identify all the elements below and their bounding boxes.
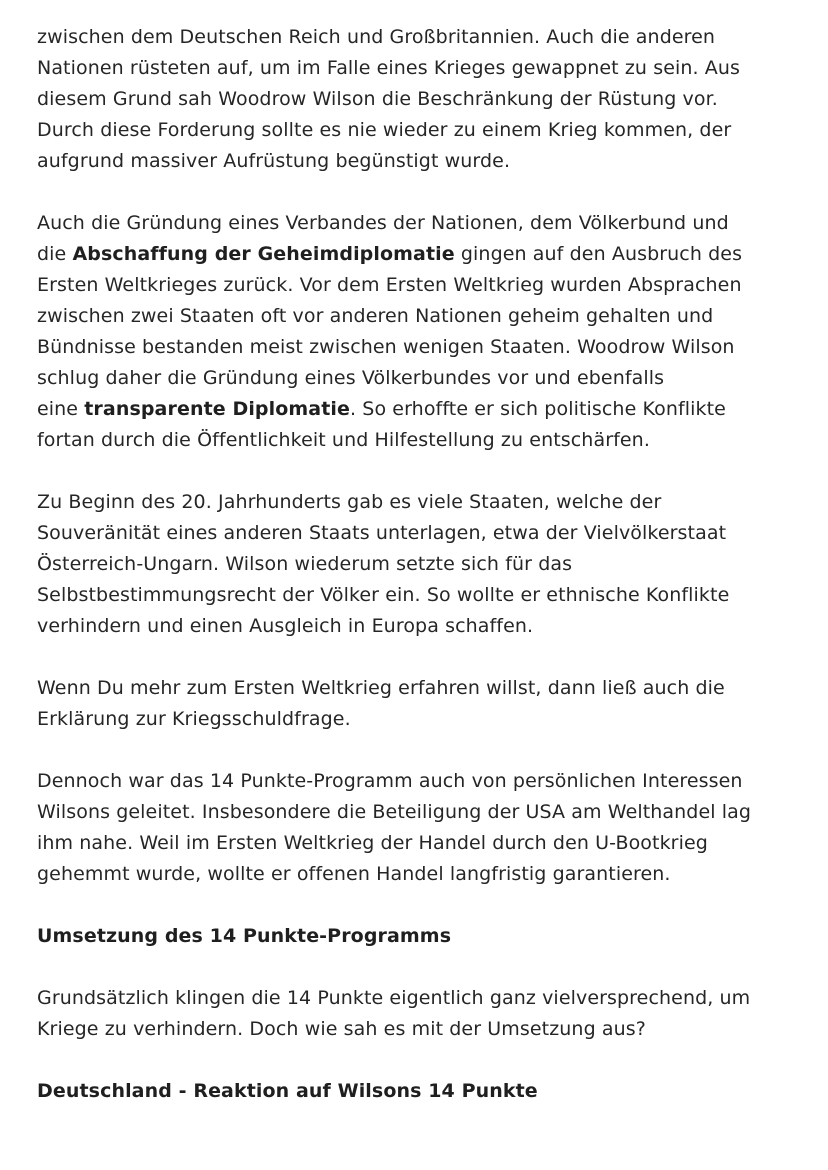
text-segment: eine	[37, 398, 85, 420]
text-line: Bündnisse bestanden meist zwischen wenigen Staaten. Woodrow Wilson	[37, 336, 735, 358]
text-line: Nationen rüsteten auf, um im Falle eines Krieges gewappnet zu sein. Aus	[37, 57, 741, 79]
paragraph-spacer	[37, 890, 798, 921]
text-line: Zu Beginn des 20. Jahrhunderts gab es viele Staaten, welche der	[37, 491, 662, 513]
text-line: zwischen zwei Staaten oft vor anderen Nationen geheim gehalten und	[37, 305, 714, 327]
bold-term-geheimdiplomatie: Abschaffung der Geheimdiplomatie	[72, 243, 455, 265]
text-line: Ersten Weltkrieges zurück. Vor dem Ersten Weltkrieg wurden Absprachen	[37, 274, 742, 296]
text-line: gehemmt wurde, wollte er offenen Handel langfristig garantieren.	[37, 863, 671, 885]
text-line	[37, 394, 798, 425]
paragraph-spacer	[37, 642, 798, 673]
text-line: Durch diese Forderung sollte es nie wieder zu einem Krieg kommen, der	[37, 119, 732, 141]
paragraph-kriegsschuldfrage-hint	[37, 673, 798, 735]
text-line: Selbstbestimmungsrecht der Völker ein. So wollte er ethnische Konflikte	[37, 584, 730, 606]
text-line	[37, 239, 798, 270]
text-line: verhindern und einen Ausgleich in Europa schaffen.	[37, 615, 534, 637]
text-segment: . So erhoffte er sich politische Konflikte	[350, 398, 726, 420]
text-line: aufgrund massiver Aufrüstung begünstigt wurde.	[37, 150, 511, 172]
bold-term-transparente-diplomatie: transparente Diplomatie	[84, 398, 350, 420]
paragraph-umsetzung-intro	[37, 983, 798, 1045]
text-line: Wilsons geleitet. Insbesondere die Beteiligung der USA am Welthandel lag	[37, 801, 752, 823]
paragraph-voelkerbund	[37, 208, 798, 456]
paragraph-spacer	[37, 1045, 798, 1076]
text-line: Wenn Du mehr zum Ersten Weltkrieg erfahren willst, dann ließ auch die	[37, 677, 725, 699]
text-line: Souveränität eines anderen Staats unterlagen, etwa der Vielvölkerstaat	[37, 522, 727, 544]
text-line: schlug daher die Gründung eines Völkerbundes vor und ebenfalls	[37, 367, 665, 389]
text-segment: die	[37, 243, 73, 265]
paragraph-spacer	[37, 177, 798, 208]
text-line: Kriege zu verhindern. Doch wie sah es mit der Umsetzung aus?	[37, 1018, 646, 1040]
text-line: diesem Grund sah Woodrow Wilson die Beschränkung der Rüstung vor.	[37, 88, 718, 110]
text-line: Dennoch war das 14 Punkte-Programm auch von persönlichen Interessen	[37, 770, 743, 792]
section-heading-umsetzung: Umsetzung des 14 Punkte-Programms	[37, 925, 452, 947]
paragraph-spacer	[37, 952, 798, 983]
text-segment: gingen auf den Ausbruch des	[454, 243, 743, 265]
text-line: fortan durch die Öffentlichkeit und Hilfestellung zu entschärfen.	[37, 429, 650, 451]
paragraph-interessen	[37, 766, 798, 890]
section-heading-deutschland: Deutschland - Reaktion auf Wilsons 14 Punkte	[37, 1080, 538, 1102]
text-line: Grundsätzlich klingen die 14 Punkte eigentlich ganz vielversprechend, um	[37, 987, 751, 1009]
text-line: ihm nahe. Weil im Ersten Weltkrieg der Handel durch den U-Bootkrieg	[37, 832, 708, 854]
text-line: Auch die Gründung eines Verbandes der Nationen, dem Völkerbund und	[37, 212, 729, 234]
paragraph-ruestung	[37, 22, 798, 177]
text-line: zwischen dem Deutschen Reich und Großbritannien. Auch die anderen	[37, 26, 716, 48]
text-line: Erklärung zur Kriegsschuldfrage.	[37, 708, 351, 730]
text-line: Österreich-Ungarn. Wilson wiederum setzte sich für das	[37, 553, 573, 575]
paragraph-selbstbestimmung	[37, 487, 798, 642]
paragraph-spacer	[37, 456, 798, 487]
paragraph-spacer	[37, 735, 798, 766]
